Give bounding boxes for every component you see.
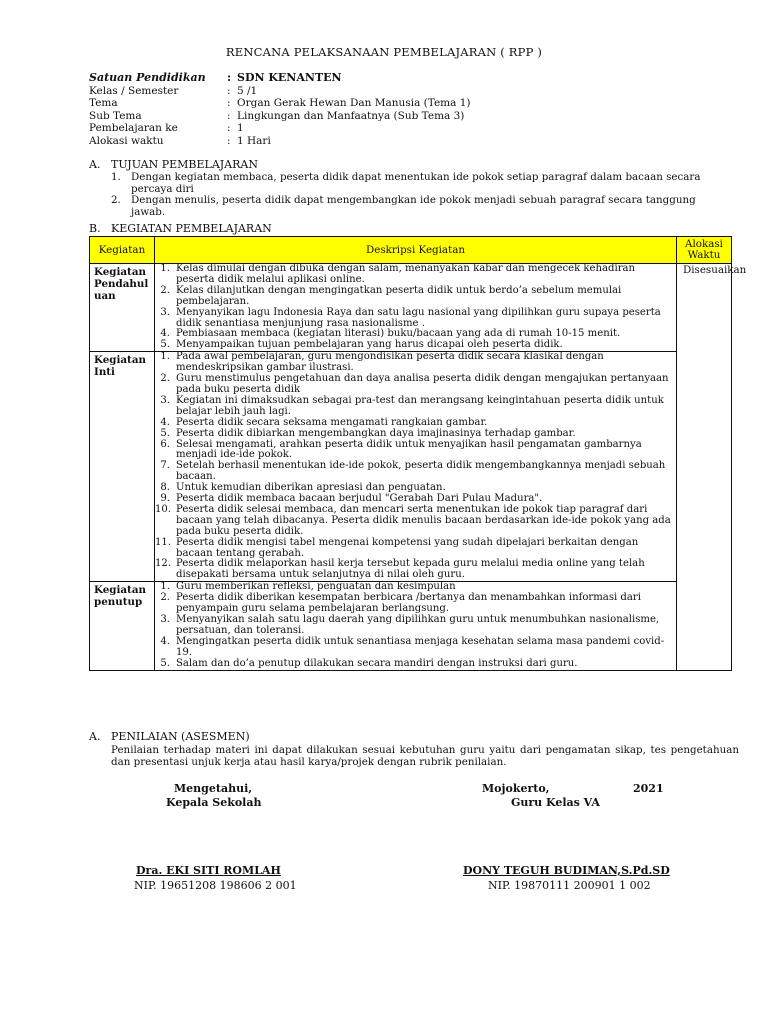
kegiatan-label: penutup	[94, 596, 143, 609]
kegiatan-label: Inti	[94, 366, 115, 379]
item-text: Kelas dilanjutkan dengan mengingatkan peserta didik untuk berdo’a sebelum memulai pembelajaran.	[176, 284, 622, 307]
meta-row	[89, 110, 649, 123]
item-text: Menyanyikan salah satu lagu daerah yang dipilihkan guru untuk menumbuhkan nasionalisme, persatuan, dan toleransi.	[176, 614, 660, 636]
meta-value: Lingkungan dan Manfaatnya (Sub Tema 3)	[237, 109, 465, 122]
item-number: 2.	[160, 592, 170, 604]
list-item	[155, 440, 676, 462]
list-item	[155, 396, 676, 418]
item-text: Peserta didik membaca bacaan berjudul "Gerabah Dari Pulau Madura".	[176, 493, 543, 505]
meta-row	[89, 97, 649, 110]
list-item	[155, 659, 676, 670]
meta-row	[89, 122, 649, 135]
kegiatan-label: Kegiatan	[94, 584, 146, 597]
item-number: 1.	[111, 171, 121, 183]
item-number: 4.	[160, 635, 170, 647]
item-text: Peserta didik secara seksama mengamati rangkaian gambar.	[176, 416, 488, 428]
header-deskripsi: Deskripsi Kegiatan	[155, 237, 677, 264]
deskripsi-list	[155, 264, 676, 351]
section-title: TUJUAN PEMBELAJARAN	[111, 158, 258, 171]
kegiatan-label: uan	[94, 290, 116, 302]
item-text: Peserta didik diberikan kesempatan berbicara /bertanya dan menambahkan informasi dari penyampain guru selama pembelajaran berlangsung.	[176, 592, 641, 615]
list-item	[155, 429, 676, 440]
item-number: 3.	[160, 394, 170, 406]
list-item	[155, 615, 676, 637]
kegiatan-label: Pendahul	[94, 278, 149, 290]
identity-block	[89, 72, 649, 148]
list-item	[155, 286, 676, 308]
meta-value: 5 /1	[237, 84, 258, 97]
list-item	[155, 505, 676, 538]
alokasi-cell: Disesuaikan	[677, 264, 732, 671]
section-heading	[89, 158, 729, 172]
meta-value: SDN KENANTEN	[237, 71, 342, 84]
deskripsi-cell	[155, 264, 677, 352]
item-number: 5.	[160, 339, 170, 351]
document-title: RENCANA PELAKSANAAN PEMBELAJARAN ( RPP )	[225, 45, 543, 59]
sign-right-role: Guru Kelas VA	[511, 796, 600, 809]
item-text: Peserta didik dibiarkan mengembangkan daya imajinasinya terhadap gambar.	[176, 427, 576, 439]
item-number: 11.	[155, 536, 172, 548]
section-title: PENILAIAN (ASESMEN)	[111, 730, 250, 743]
section-title: KEGIATAN PEMBELAJARAN	[111, 222, 272, 235]
penilaian-text: Penilaian terhadap materi ini dapat dilakukan sesuai kebutuhan guru yaitu dari pengamatan sikap, tes pengetahuan dan presentasi unjuk kerja atau hasil karya/projek dengan rubrik penilaian.	[111, 744, 739, 768]
item-number: 1.	[160, 351, 170, 363]
list-item	[155, 264, 676, 286]
meta-label: Satuan Pendidikan	[89, 71, 206, 84]
meta-label: Sub Tema	[89, 109, 142, 122]
item-number: 5.	[160, 427, 170, 439]
header-alokasi: Alokasi Waktu	[677, 237, 732, 264]
list-item	[155, 308, 676, 330]
item-text: Setelah berhasil menentukan ide-ide pokok, peserta didik mengembangkannya menjadi sebuah bacaan.	[176, 460, 666, 483]
item-text: Pada awal pembelajaran, guru mengondisikan peserta didik secara klasikal dengan mendeskripsikan gambar ilustrasi.	[176, 351, 604, 374]
deskripsi-list	[155, 352, 676, 581]
meta-row	[89, 85, 649, 98]
sign-right-place: Mojokerto,	[482, 782, 550, 795]
item-number: 1.	[160, 581, 170, 593]
item-text: Pembiasaan membaca (kegiatan literasi) buku/bacaan yang ada di rumah 10-15 menit.	[176, 328, 621, 340]
section-letter: B.	[89, 222, 101, 235]
item-text: Kelas dimulai dengan dibuka dengan salam, menanyakan kabar dan mengecek kehadiran peserta didik melalui aplikasi online.	[176, 263, 636, 285]
list-item	[155, 559, 676, 581]
meta-value: 1 Hari	[237, 134, 271, 147]
list-item	[89, 172, 729, 195]
item-number: 3.	[160, 614, 170, 625]
section-letter: A.	[89, 730, 101, 743]
list-item	[155, 538, 676, 560]
meta-value: Organ Gerak Hewan Dan Manusia (Tema 1)	[237, 97, 471, 110]
item-number: 2.	[160, 373, 170, 385]
item-number: 1.	[160, 263, 170, 274]
item-text: Kegiatan ini dimaksudkan sebagai pra-test dan merangsang keingintahuan peserta didik untuk belajar lebih jauh lagi.	[176, 394, 664, 417]
sign-left-name: Dra. EKI SITI ROMLAH	[136, 864, 281, 877]
item-number: 10.	[155, 503, 172, 515]
item-text: Peserta didik mengisi tabel mengenai kompetensi yang sudah dipelajari berkaitan dengan bacaan tentang gerabah.	[176, 536, 639, 559]
item-text: Menyampaikan tujuan pembelajaran yang harus dicapai oleh peserta didik.	[176, 339, 563, 351]
kegiatan-table	[89, 236, 747, 671]
kegiatan-cell	[90, 352, 155, 582]
item-number: 6.	[160, 438, 170, 450]
section-heading	[89, 222, 729, 236]
sign-right-name: DONY TEGUH BUDIMAN,S.Pd.SD	[463, 864, 670, 877]
item-text: Peserta didik melaporkan hasil kerja tersebut kepada guru melalui media online yang telah disepakati bersama untuk selanjutnya di nilai oleh guru.	[176, 558, 645, 581]
sign-right-year: 2021	[633, 782, 664, 795]
kegiatan-cell	[90, 582, 155, 670]
meta-label: Kelas / Semester	[89, 84, 179, 97]
list-item	[155, 352, 676, 374]
section-tujuan	[89, 158, 729, 218]
deskripsi-list	[155, 582, 676, 669]
item-text: Guru menstimulus pengetahuan dan daya analisa peserta didik dengan mengajukan pertanyaan pada buku peserta didik	[176, 373, 669, 395]
list-item	[89, 195, 729, 218]
meta-label: Tema	[89, 97, 118, 110]
item-text: Selesai mengamati, arahkan peserta didik untuk menyajikan hasil pengamatan gambarnya menjadi ide-ide pokok.	[176, 438, 642, 461]
list-item	[155, 418, 676, 429]
item-text: Peserta didik selesai membaca, dan mencari serta menentukan ide pokok tiap paragraf dari bacaan yang telah dibacanya. Peserta didik menulis bacaan berdasarkan ide-ide pokok yang ada pada buku peserta didik.	[176, 503, 671, 537]
meta-value: 1	[237, 122, 244, 135]
item-text: Untuk kemudian diberikan apresiasi dan penguatan.	[176, 482, 446, 494]
list-item	[155, 374, 676, 396]
item-number: 9.	[160, 493, 170, 505]
header-kegiatan: Kegiatan	[90, 237, 155, 264]
section-penilaian	[89, 730, 739, 768]
deskripsi-cell	[155, 352, 677, 582]
meta-sep: :	[227, 109, 231, 122]
list-item	[155, 340, 676, 351]
item-number: 8.	[160, 482, 170, 494]
meta-row	[89, 135, 649, 148]
table-row	[90, 264, 732, 352]
list-item	[155, 461, 676, 483]
list-item	[155, 637, 676, 659]
list-item	[155, 593, 676, 615]
kegiatan-label: Kegiatan	[94, 354, 146, 367]
item-number: 4.	[160, 416, 170, 428]
item-text: Dengan kegiatan membaca, peserta didik dapat menentukan ide pokok setiap paragraf dalam bacaan secara percaya diri	[131, 171, 701, 195]
item-text: Mengingatkan peserta didik untuk senantiasa menjaga kesehatan selama masa pandemi covid-19.	[176, 635, 665, 658]
sign-left-role: Kepala Sekolah	[166, 796, 262, 809]
item-number: 4.	[160, 328, 170, 340]
item-number: 12.	[155, 558, 172, 570]
table-row	[90, 352, 732, 582]
item-text: Guru memberikan refleksi, penguatan dan kesimpulan	[176, 581, 456, 593]
meta-label: Pembelajaran ke	[89, 122, 178, 135]
section-kegiatan	[89, 222, 729, 236]
meta-sep: :	[227, 71, 232, 84]
meta-sep: :	[227, 122, 231, 135]
table-row	[90, 582, 732, 670]
kegiatan-label: Kegiatan	[94, 266, 146, 278]
item-text: Dengan menulis, peserta didik dapat mengembangkan ide pokok menjadi sebuah paragraf secara tanggung jawab.	[131, 194, 696, 218]
item-number: 2.	[160, 284, 170, 296]
section-heading	[89, 730, 739, 744]
deskripsi-cell	[155, 582, 677, 670]
item-text: Menyanyikan lagu Indonesia Raya dan satu lagu nasional yang dipilihkan guru supaya peserta didik senantiasa menjunjung rasa nasionalisme .	[176, 306, 661, 329]
table-header-row	[90, 237, 732, 264]
kegiatan-cell	[90, 264, 155, 352]
sign-left-nip: NIP. 19651208 198606 2 001	[134, 879, 297, 892]
meta-sep: :	[227, 97, 231, 110]
meta-sep: :	[227, 84, 231, 97]
tujuan-list	[89, 172, 729, 218]
section-letter: A.	[89, 158, 101, 171]
meta-sep: :	[227, 134, 231, 147]
item-number: 5.	[160, 657, 170, 669]
sign-left-top: Mengetahui,	[174, 782, 253, 795]
item-number: 3.	[160, 306, 170, 318]
item-text: Salam dan do’a penutup dilakukan secara mandiri dengan instruksi dari guru.	[176, 657, 578, 669]
meta-label: Alokasi waktu	[89, 134, 164, 147]
item-number: 2.	[111, 194, 121, 206]
item-number: 7.	[160, 460, 170, 472]
sign-right-nip: NIP. 19870111 200901 1 002	[488, 879, 651, 892]
meta-row	[89, 72, 649, 85]
